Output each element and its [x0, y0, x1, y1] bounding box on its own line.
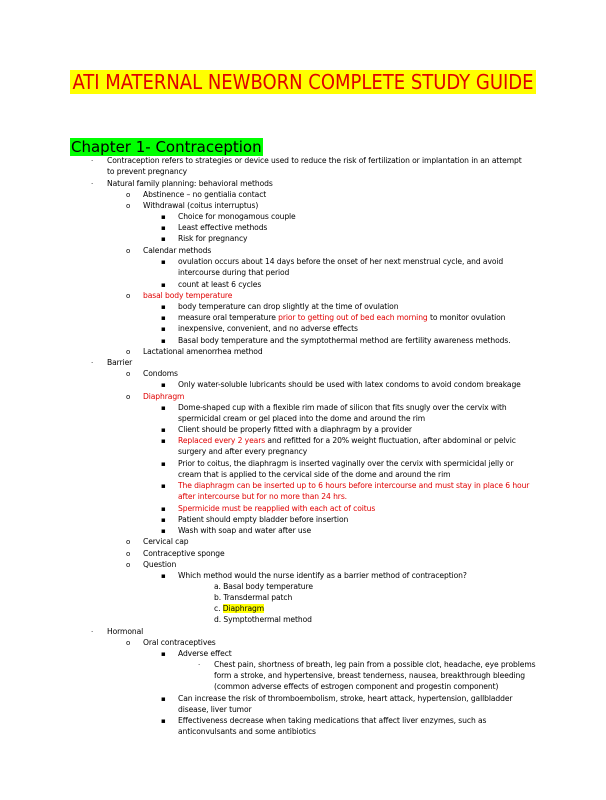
body-line: Withdrawal (coitus interruptus)	[143, 201, 259, 210]
text-run: to monitor ovulation	[427, 313, 506, 322]
body-line: ovulation occurs about 14 days before the onset of her next menstrual cycle, and avoid	[178, 257, 504, 266]
body-line: Contraception refers to strategies or device used to reduce the risk of fertilization or implantation in an attempt	[107, 156, 522, 165]
body-line: Effectiveness decrease when taking medications that affect liver enzymes, such as	[178, 716, 487, 725]
square-bullet: ▪	[161, 235, 166, 243]
body-line: intercourse during that period	[178, 268, 290, 277]
circle-bullet: o	[126, 292, 131, 300]
body-line: Natural family planning: behavioral methods	[107, 179, 273, 188]
body-line: Oral contraceptives	[143, 638, 216, 647]
highlighted-answer: Diaphragm	[222, 604, 265, 613]
body-line: Can increase the risk of thromboembolism, stroke, heart attack, hypertension, gallbladder	[178, 694, 513, 703]
square-bullet: ▪	[161, 224, 166, 232]
dot-bullet: ·	[91, 157, 94, 165]
document-title: ATI MATERNAL NEWBORN COMPLETE STUDY GUIDE	[72, 70, 534, 94]
circle-bullet: o	[126, 202, 131, 210]
circle-bullet: o	[126, 639, 131, 647]
square-bullet: ▪	[161, 426, 166, 434]
body-line: Dome-shaped cup with a flexible rim made of silicon that fits snugly over the cervix with	[178, 403, 507, 412]
circle-bullet: o	[126, 393, 131, 401]
body-line: Patient should empty bladder before insertion	[178, 515, 349, 524]
square-bullet: ▪	[161, 572, 166, 580]
circle-bullet: o	[126, 191, 131, 199]
dot-bullet: ·	[91, 180, 94, 188]
body-line: Adverse effect	[178, 649, 232, 658]
square-bullet: ▪	[161, 460, 166, 468]
square-bullet: ▪	[161, 325, 166, 333]
square-bullet: ▪	[161, 258, 166, 266]
body-line: disease, liver tumor	[178, 705, 252, 714]
circle-bullet: o	[126, 550, 131, 558]
body-line: to prevent pregnancy	[107, 167, 188, 176]
body-line: Condoms	[143, 369, 178, 378]
text-run: c.	[214, 604, 223, 613]
body-line: inexpensive, convenient, and no adverse effects	[178, 324, 358, 333]
square-bullet: ▪	[161, 303, 166, 311]
body-line: Risk for pregnancy	[178, 234, 248, 243]
answer-option: d. Symptothermal method	[214, 615, 312, 624]
square-bullet: ▪	[161, 516, 166, 524]
square-bullet: ▪	[161, 505, 166, 513]
body-line-mixed	[178, 436, 516, 446]
body-line-red: after intercourse but for no more than 24 hrs.	[178, 492, 347, 501]
body-line: (common adverse effects of estrogen component and progestin component)	[214, 682, 499, 691]
body-line: Basal body temperature and the symptothermal method are fertility awareness methods.	[178, 336, 511, 345]
square-bullet: ▪	[161, 527, 166, 535]
body-line: Barrier	[107, 358, 133, 367]
dot-bullet: ·	[198, 661, 201, 669]
body-line-red: The diaphragm can be inserted up to 6 hours before intercourse and must stay in place 6 hour	[178, 481, 530, 490]
body-line: Cervical cap	[143, 537, 189, 546]
square-bullet: ▪	[161, 437, 166, 445]
body-line: Question	[143, 560, 177, 569]
question-text: Which method would the nurse identify as a barrier method of contraception?	[178, 571, 467, 580]
answer-option-correct	[214, 604, 264, 614]
body-line: Contraceptive sponge	[143, 549, 225, 558]
dot-bullet: ·	[91, 359, 94, 367]
body-line: form a stroke, and hypertensive, breast tenderness, nausea, breakthrough bleeding	[214, 671, 525, 680]
document-title-wrap	[0, 70, 606, 94]
dot-bullet: ·	[91, 628, 94, 636]
body-line: count at least 6 cycles	[178, 280, 262, 289]
body-line-red: Spermicide must be reapplied with each act of coitus	[178, 504, 376, 513]
text-run-red: Replaced every 2 years	[178, 436, 266, 445]
text-run: and refitted for a 20% weight fluctuation, after abdominal or pelvic	[265, 436, 516, 445]
body-line: body temperature can drop slightly at the time of ovulation	[178, 302, 399, 311]
body-line: spermicidal cream or gel placed into the dome and around the rim	[178, 414, 426, 423]
body-line: surgery and after every pregnancy	[178, 447, 308, 456]
answer-option: b. Transdermal patch	[214, 593, 293, 602]
circle-bullet: o	[126, 538, 131, 546]
circle-bullet: o	[126, 247, 131, 255]
square-bullet: ▪	[161, 650, 166, 658]
body-line: Prior to coitus, the diaphragm is inserted vaginally over the cervix with spermicidal jelly or	[178, 459, 514, 468]
circle-bullet: o	[126, 348, 131, 356]
square-bullet: ▪	[161, 695, 166, 703]
body-line: Wash with soap and water after use	[178, 526, 312, 535]
body-line: Only water-soluble lubricants should be used with latex condoms to avoid condom breakage	[178, 380, 521, 389]
body-line: cream that is applied to the cervical side of the dome and around the rim	[178, 470, 451, 479]
body-line: Choice for monogamous couple	[178, 212, 296, 221]
circle-bullet: o	[126, 370, 131, 378]
chapter-heading: Chapter 1- Contraception	[71, 138, 262, 156]
square-bullet: ▪	[161, 717, 166, 725]
square-bullet: ▪	[161, 404, 166, 412]
square-bullet: ▪	[161, 213, 166, 221]
body-line: Lactational amenorrhea method	[143, 347, 263, 356]
body-line-red: Diaphragm	[143, 392, 185, 401]
body-line: Least effective methods	[178, 223, 268, 232]
square-bullet: ▪	[161, 281, 166, 289]
circle-bullet: o	[126, 561, 131, 569]
answer-option: a. Basal body temperature	[214, 582, 313, 591]
body-line: anticonvulsants and some antibiotics	[178, 727, 316, 736]
text-run-red: prior to getting out of bed each morning	[278, 313, 428, 322]
body-line: Calendar methods	[143, 246, 212, 255]
body-line-mixed	[178, 313, 505, 323]
square-bullet: ▪	[161, 482, 166, 490]
square-bullet: ▪	[161, 381, 166, 389]
body-line-red: basal body temperature	[143, 291, 233, 300]
square-bullet: ▪	[161, 314, 166, 322]
text-run: measure oral temperature	[178, 313, 279, 322]
chapter-heading-wrap	[70, 137, 263, 156]
body-line: Hormonal	[107, 627, 144, 636]
body-line: Abstinence – no gentialia contact	[143, 190, 267, 199]
body-line: Client should be properly fitted with a diaphragm by a provider	[178, 425, 412, 434]
square-bullet: ▪	[161, 337, 166, 345]
body-line: Chest pain, shortness of breath, leg pain from a possible clot, headache, eye problems	[214, 660, 536, 669]
